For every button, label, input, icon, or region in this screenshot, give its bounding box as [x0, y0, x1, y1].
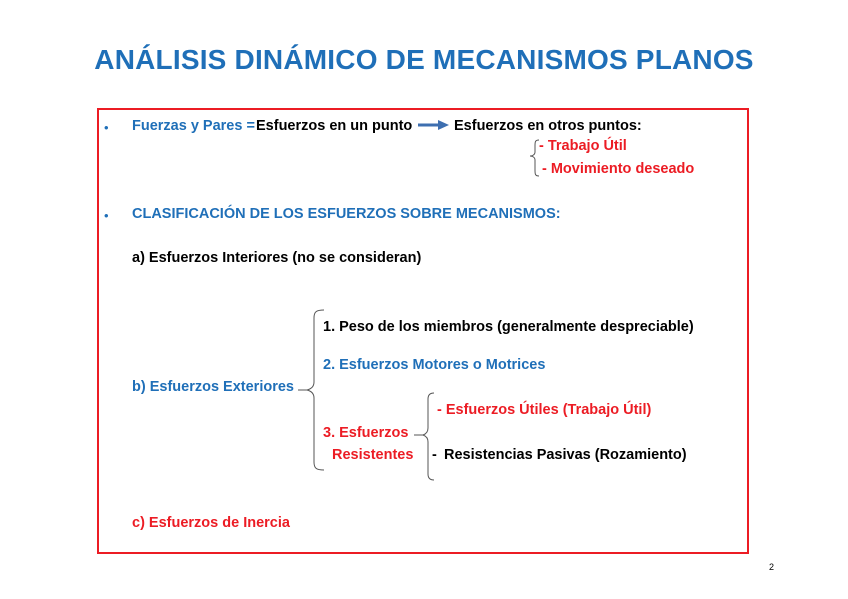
- page-number: 2: [769, 562, 775, 572]
- interior-forces: a) Esfuerzos Interiores (no se consideran): [132, 250, 422, 266]
- forces-to: Esfuerzos en otros puntos:: [454, 118, 642, 134]
- bullet-marker: •: [104, 120, 109, 135]
- item-resistentes-1: 3. Esfuerzos: [323, 425, 409, 441]
- sub-pasivas-dash: -: [432, 447, 437, 463]
- item-peso: 1. Peso de los miembros (generalmente despreciable): [323, 319, 694, 335]
- outcome-movimiento: - Movimiento deseado: [542, 161, 695, 177]
- bullet-marker: •: [104, 208, 109, 223]
- item-resistentes-2: Resistentes: [332, 447, 414, 463]
- arrow-right-icon: [418, 120, 449, 130]
- classification-heading: CLASIFICACIÓN DE LOS ESFUERZOS SOBRE MECANISMOS:: [132, 206, 561, 222]
- forces-from: Esfuerzos en un punto: [256, 118, 413, 134]
- outcome-trabajo-util: - Trabajo Útil: [539, 138, 627, 154]
- item-motores: 2. Esfuerzos Motores o Motrices: [323, 357, 546, 373]
- resistentes-bracket: [423, 393, 434, 480]
- exterior-bracket: [307, 310, 324, 470]
- forces-lead: Fuerzas y Pares =: [132, 118, 255, 134]
- outcome-bracket: [530, 140, 539, 176]
- sub-pasivas: Resistencias Pasivas (Rozamiento): [444, 447, 687, 463]
- inertia-forces: c) Esfuerzos de Inercia: [132, 515, 290, 531]
- exterior-forces: b) Esfuerzos Exteriores: [132, 379, 294, 395]
- sub-utiles: - Esfuerzos Útiles (Trabajo Útil): [437, 402, 652, 418]
- slide-title: ANÁLISIS DINÁMICO DE MECANISMOS PLANOS: [94, 44, 754, 75]
